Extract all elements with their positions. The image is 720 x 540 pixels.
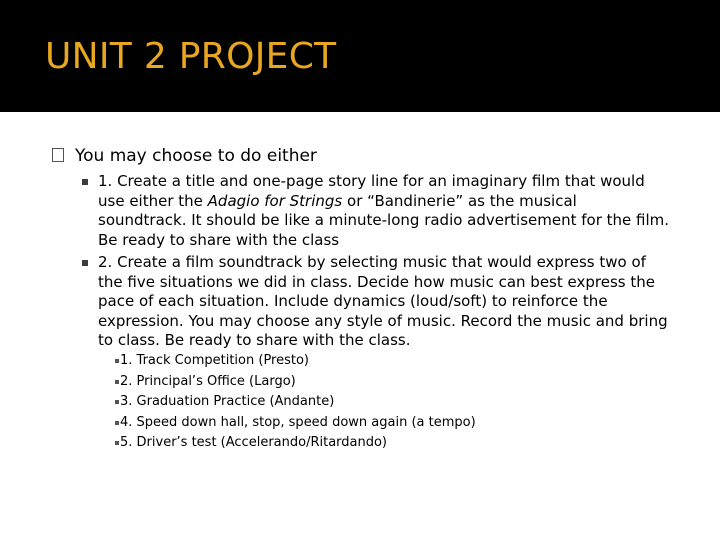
square-bullet-icon: [115, 359, 119, 363]
situation-text: 1. Track Competition (Presto): [120, 353, 310, 368]
square-bullet-icon: [52, 148, 64, 162]
situation-text: 4. Speed down hall, stop, speed down again (a tempo): [120, 414, 476, 430]
intro-text: You may choose to do either: [75, 146, 317, 166]
situation-text: 5. Driver’s test (Accelerando/Ritardando): [120, 435, 388, 450]
square-bullet-icon: [115, 441, 119, 445]
situation-text: 3. Graduation Practice (Andante): [120, 394, 335, 409]
square-bullet-icon: [115, 400, 119, 404]
square-bullet-icon: [82, 260, 88, 266]
square-bullet-icon: [115, 380, 119, 384]
situation-text: 2. Principal’s Office (Largo): [120, 373, 296, 389]
option-2-text: 2. Create a film soundtrack by selecting music that would express two of the five situations we did in class. Decide how music can best express the pace of each situation. Include dynamics (loud/soft) to reinforce the expression. You may choose any style of music. Record the music and bring to class. Be ready to share with the class.: [98, 253, 668, 349]
option-1-italic-title: Adagio for Strings: [207, 191, 343, 210]
square-bullet-icon: [115, 421, 119, 425]
situation-item: [112, 351, 612, 372]
situation-item: [112, 433, 612, 454]
square-bullet-icon: [82, 179, 88, 185]
option-1-text-after: or “Bandinerie” as the musical soundtrack. It should be like a minute-long radio advertisement for the film. Be ready to share with the class: [98, 191, 670, 249]
option-1-text-before: 1. Create a title and one-page story line for an imaginary film that would use either the: [98, 172, 645, 210]
situation-item: [112, 372, 612, 393]
slide-title: UNIT 2 PROJECT: [45, 36, 337, 77]
situation-item: [112, 413, 612, 434]
option-1-text: [98, 172, 670, 250]
situation-item: [112, 392, 612, 413]
situations-list: [112, 351, 612, 454]
